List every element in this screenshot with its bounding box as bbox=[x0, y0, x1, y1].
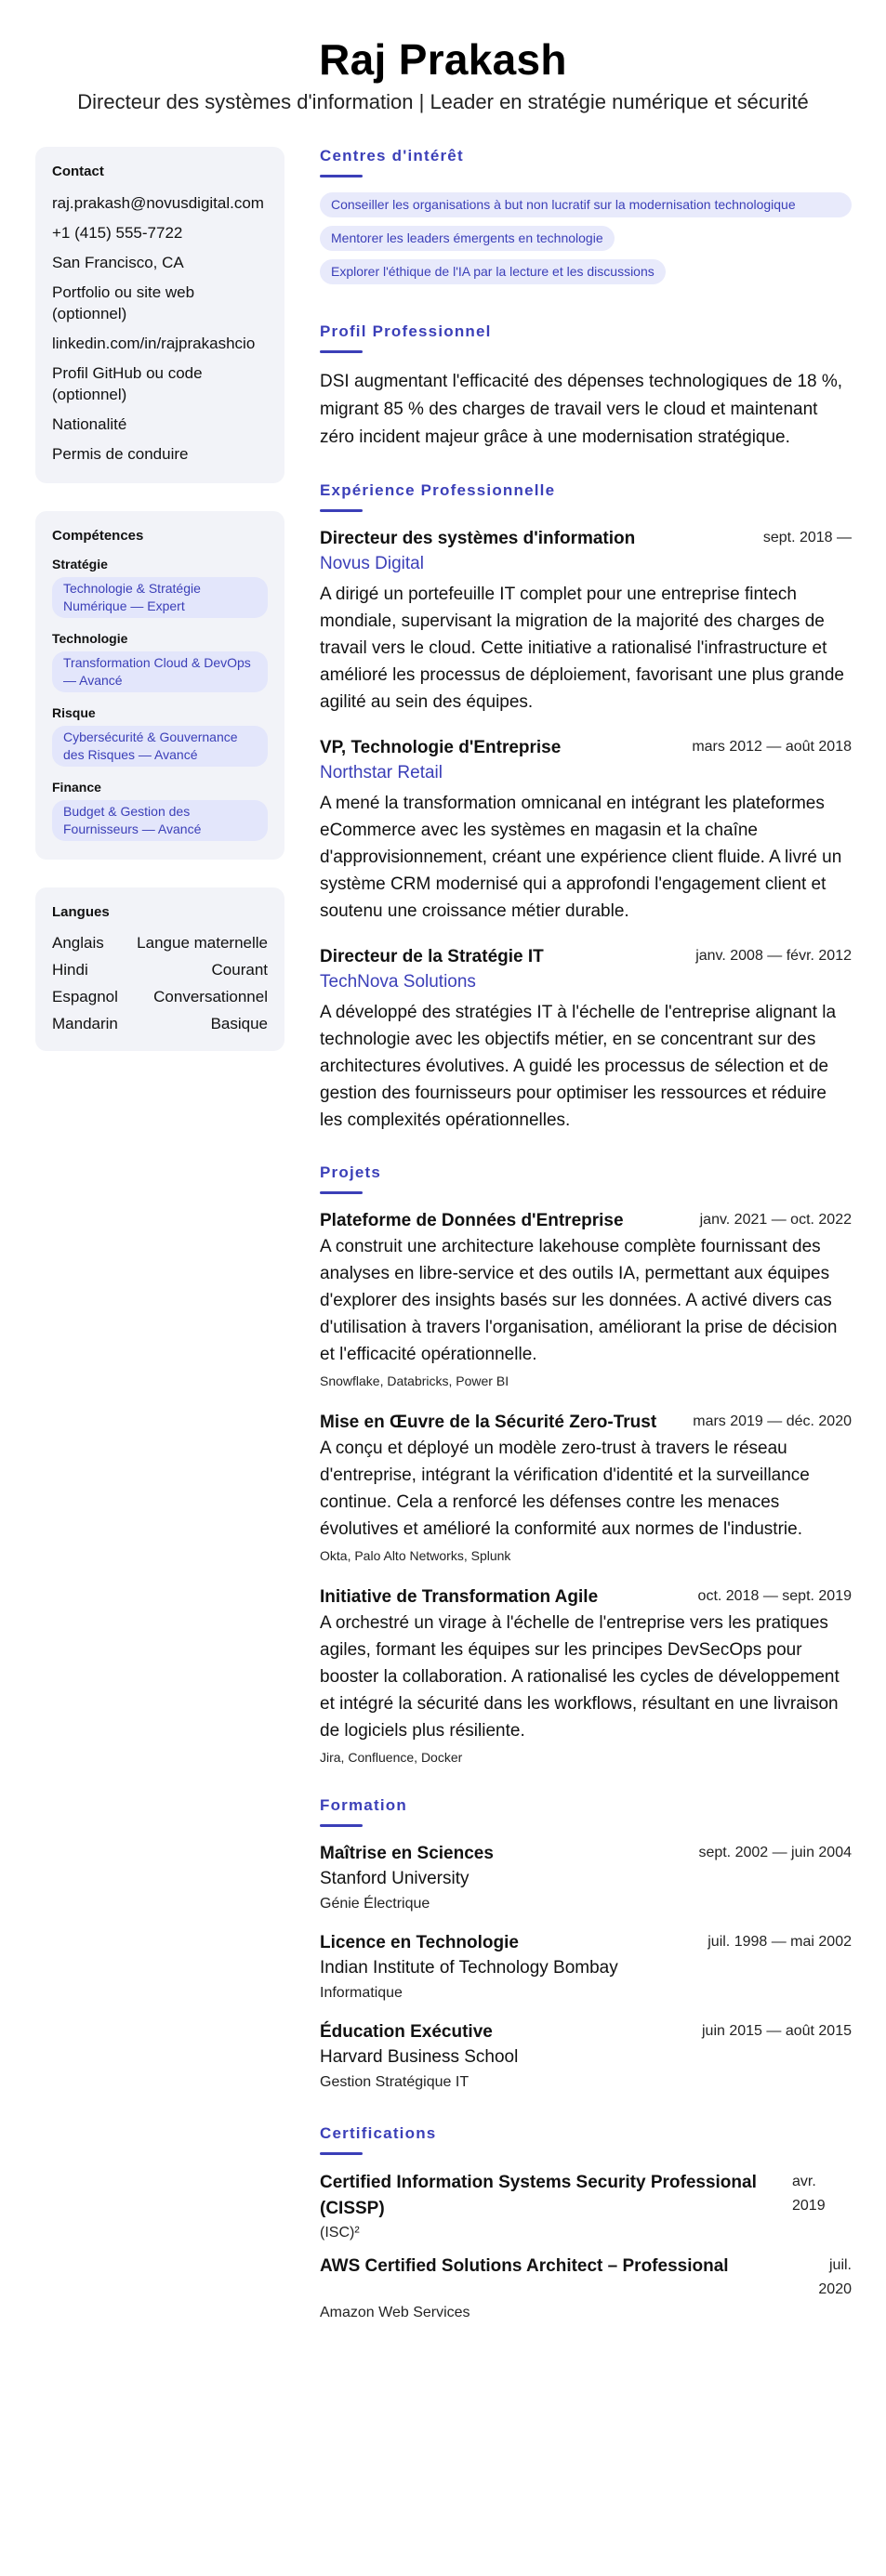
candidate-name: Raj Prakash bbox=[319, 35, 567, 84]
language-row bbox=[52, 987, 268, 1007]
language-level: Courant bbox=[211, 961, 268, 979]
project-description: A orchestré un virage à l'échelle de l'entreprise vers les pratiques agiles, formant les équipes sur les principes DevSecOps pour booster la collaboration. A rationalisé les cycles de développement et intégré la sécurité dans les workflows, résultant en une livraison de logiciels plus résiliente. bbox=[320, 1613, 840, 1741]
certification-entry bbox=[320, 2254, 852, 2324]
entry-header bbox=[320, 945, 852, 969]
job-description: A mené la transformation omnicanal en intégrant les plateformes eCommerce avec les systèmes en magasin et la chaîne d'approvisionnement, créant une expérience client fluide. A livré un système CRM modernisé qui a approfondi l'engagement client et soutenu une croissance métier durable. bbox=[320, 794, 842, 921]
profile-summary: DSI augmentant l'efficacité des dépenses technologiques de 18 %, migrant 85 % des charges de travail vers le cloud et maintenant zéro incident majeur grâce à une modernisation stratégique. bbox=[320, 372, 843, 447]
sidebar bbox=[35, 147, 284, 1079]
entry-header bbox=[320, 2254, 852, 2302]
project-date: oct. 2018 — sept. 2019 bbox=[697, 1588, 852, 1604]
section-title: Certifications bbox=[320, 2124, 437, 2142]
contact-nationality: Nationalité bbox=[52, 415, 127, 433]
project-tech: Snowflake, Databricks, Power BI bbox=[320, 1373, 509, 1388]
entry-header bbox=[320, 527, 852, 551]
language-name: Mandarin bbox=[52, 1015, 118, 1032]
interest-pill: Explorer l'éthique de l'IA par la lecture et les discussions bbox=[320, 259, 666, 284]
section-title: Projets bbox=[320, 1163, 382, 1181]
interests-section bbox=[320, 147, 852, 293]
job-date: sept. 2018 — bbox=[762, 530, 852, 545]
languages-card bbox=[35, 887, 284, 1051]
section-divider bbox=[320, 2152, 363, 2155]
job-date: janv. 2008 — févr. 2012 bbox=[695, 948, 852, 964]
company-name: Northstar Retail bbox=[320, 763, 443, 782]
education-entry bbox=[320, 1842, 852, 1916]
language-row bbox=[52, 933, 268, 953]
contact-location: San Francisco, CA bbox=[52, 254, 184, 271]
company-name: Novus Digital bbox=[320, 554, 424, 573]
languages-title: Langues bbox=[52, 904, 110, 920]
section-divider bbox=[320, 509, 363, 512]
language-level: Basique bbox=[210, 1015, 268, 1032]
certification-date: juil. 2020 bbox=[818, 2257, 852, 2297]
project-date: mars 2019 — déc. 2020 bbox=[693, 1413, 852, 1429]
education-date: sept. 2002 — juin 2004 bbox=[698, 1845, 852, 1860]
project-tech: Okta, Palo Alto Networks, Splunk bbox=[320, 1548, 511, 1563]
school-name: Stanford University bbox=[320, 1869, 469, 1888]
skill-category: Finance bbox=[52, 780, 101, 795]
contact-license: Permis de conduire bbox=[52, 445, 189, 463]
language-name: Hindi bbox=[52, 961, 88, 979]
entry-header bbox=[320, 2020, 852, 2044]
degree-name: Maîtrise en Sciences bbox=[320, 1844, 494, 1863]
entry-header bbox=[320, 1411, 852, 1435]
project-entry bbox=[320, 1411, 852, 1565]
certification-issuer: Amazon Web Services bbox=[320, 2305, 470, 2320]
education-date: juin 2015 — août 2015 bbox=[701, 2023, 852, 2039]
skills-card bbox=[35, 511, 284, 860]
job-description: A développé des stratégies IT à l'échelle de l'entreprise alignant la technologie avec les objectifs métier, en se concentrant sur des architectures évolutives. A guidé les processus de sélection et de gestion des fournisseurs pour optimiser les ressources et réduire les complexités opérationnelles. bbox=[320, 1003, 837, 1130]
skill-pill: Cybersécurité & Gouvernance des Risques — Avancé bbox=[52, 726, 268, 767]
experience-entry bbox=[320, 945, 852, 1134]
company-name: TechNova Solutions bbox=[320, 972, 476, 992]
field-of-study: Génie Électrique bbox=[320, 1896, 430, 1912]
project-entry bbox=[320, 1585, 852, 1767]
certification-name: AWS Certified Solutions Architect – Professional bbox=[320, 2256, 729, 2276]
school-name: Harvard Business School bbox=[320, 2047, 519, 2067]
contact-title: Contact bbox=[52, 164, 104, 179]
language-row bbox=[52, 960, 268, 980]
main-content bbox=[320, 147, 852, 2354]
contact-phone[interactable]: +1 (415) 555-7722 bbox=[52, 224, 183, 242]
experience-section bbox=[320, 481, 852, 1134]
skill-category: Stratégie bbox=[52, 557, 108, 572]
profile-section bbox=[320, 322, 852, 452]
certifications-section bbox=[320, 2124, 852, 2324]
section-divider bbox=[320, 1824, 363, 1827]
contact-github: Profil GitHub ou code (optionnel) bbox=[52, 364, 203, 403]
project-date: janv. 2021 — oct. 2022 bbox=[699, 1212, 852, 1228]
project-name: Mise en Œuvre de la Sécurité Zero-Trust bbox=[320, 1413, 657, 1432]
education-section bbox=[320, 1796, 852, 2095]
certification-name: Certified Information Systems Security Professional (CISSP) bbox=[320, 2173, 757, 2218]
entry-header bbox=[320, 2170, 852, 2222]
certification-issuer: (ISC)² bbox=[320, 2225, 360, 2241]
section-title: Formation bbox=[320, 1796, 407, 1814]
experience-entry bbox=[320, 736, 852, 925]
project-name: Plateforme de Données d'Entreprise bbox=[320, 1211, 624, 1230]
entry-header bbox=[320, 1931, 852, 1955]
contact-linkedin[interactable]: linkedin.com/in/rajprakashcio bbox=[52, 335, 256, 352]
section-title: Centres d'intérêt bbox=[320, 147, 464, 164]
contact-email[interactable]: raj.prakash@novusdigital.com bbox=[52, 194, 264, 212]
entry-header bbox=[320, 736, 852, 760]
education-entry bbox=[320, 1931, 852, 2005]
section-divider bbox=[320, 350, 363, 353]
section-title: Profil Professionnel bbox=[320, 322, 492, 340]
certification-entry bbox=[320, 2170, 852, 2244]
education-date: juil. 1998 — mai 2002 bbox=[707, 1934, 852, 1950]
section-title: Expérience Professionnelle bbox=[320, 481, 556, 499]
job-date: mars 2012 — août 2018 bbox=[692, 739, 852, 755]
school-name: Indian Institute of Technology Bombay bbox=[320, 1958, 618, 1978]
skill-pill: Budget & Gestion des Fournisseurs — Avancé bbox=[52, 800, 268, 841]
interest-pill: Mentorer les leaders émergents en technologie bbox=[320, 226, 615, 251]
field-of-study: Informatique bbox=[320, 1985, 403, 2001]
language-level: Langue maternelle bbox=[137, 934, 268, 952]
candidate-headline: Directeur des systèmes d'information | Leader en stratégie numérique et sécurité bbox=[77, 90, 809, 113]
entry-header bbox=[320, 1209, 852, 1233]
degree-name: Licence en Technologie bbox=[320, 1933, 519, 1952]
job-title: Directeur de la Stratégie IT bbox=[320, 947, 544, 966]
project-name: Initiative de Transformation Agile bbox=[320, 1587, 599, 1607]
contact-card bbox=[35, 147, 284, 483]
skill-pill: Technologie & Stratégie Numérique — Expert bbox=[52, 577, 268, 618]
education-entry bbox=[320, 2020, 852, 2095]
project-entry bbox=[320, 1209, 852, 1390]
job-title: Directeur des systèmes d'information bbox=[320, 529, 636, 548]
job-title: VP, Technologie d'Entreprise bbox=[320, 738, 562, 757]
entry-header bbox=[320, 1585, 852, 1610]
language-name: Anglais bbox=[52, 934, 104, 952]
resume-header bbox=[0, 0, 886, 115]
interest-pill: Conseiller les organisations à but non lucratif sur la modernisation technologique bbox=[320, 192, 852, 217]
degree-name: Éducation Exécutive bbox=[320, 2022, 493, 2042]
entry-header bbox=[320, 1842, 852, 1866]
experience-entry bbox=[320, 527, 852, 716]
project-tech: Jira, Confluence, Docker bbox=[320, 1750, 463, 1765]
skill-category: Technologie bbox=[52, 631, 128, 646]
language-level: Conversationnel bbox=[153, 988, 268, 1005]
skill-category: Risque bbox=[52, 705, 96, 720]
contact-portfolio: Portfolio ou site web (optionnel) bbox=[52, 283, 195, 322]
skill-pill: Transformation Cloud & DevOps — Avancé bbox=[52, 651, 268, 692]
job-description: A dirigé un portefeuille IT complet pour une entreprise fintech mondiale, supervisant la migration de la majorité des charges de travail vers le cloud. Cette initiative a rationalisé l'infrastructure et amélioré les processus de déploiement, favorisant une plus grande agilité au sein des équipes. bbox=[320, 585, 844, 712]
section-divider bbox=[320, 1191, 363, 1194]
projects-section bbox=[320, 1163, 852, 1767]
project-description: A conçu et déployé un modèle zero-trust à travers le réseau d'entreprise, intégrant la vérification d'identité et la surveillance continue. Cela a renforcé les défenses contre les menaces évolutives et amélioré la conformité aux normes de l'industrie. bbox=[320, 1439, 810, 1539]
language-row bbox=[52, 1014, 268, 1034]
skills-title: Compétences bbox=[52, 528, 144, 544]
language-name: Espagnol bbox=[52, 988, 118, 1005]
certification-date: avr. 2019 bbox=[792, 2174, 826, 2214]
project-description: A construit une architecture lakehouse complète fournissant des analyses en libre-service et des outils IA, permettant aux équipes d'explorer des insights basés sur les données. A activé divers cas d'utilisation à travers l'organisation, améliorant la prise de décision et l'efficacité opérationnelle. bbox=[320, 1237, 838, 1364]
section-divider bbox=[320, 175, 363, 177]
field-of-study: Gestion Stratégique IT bbox=[320, 2074, 469, 2090]
